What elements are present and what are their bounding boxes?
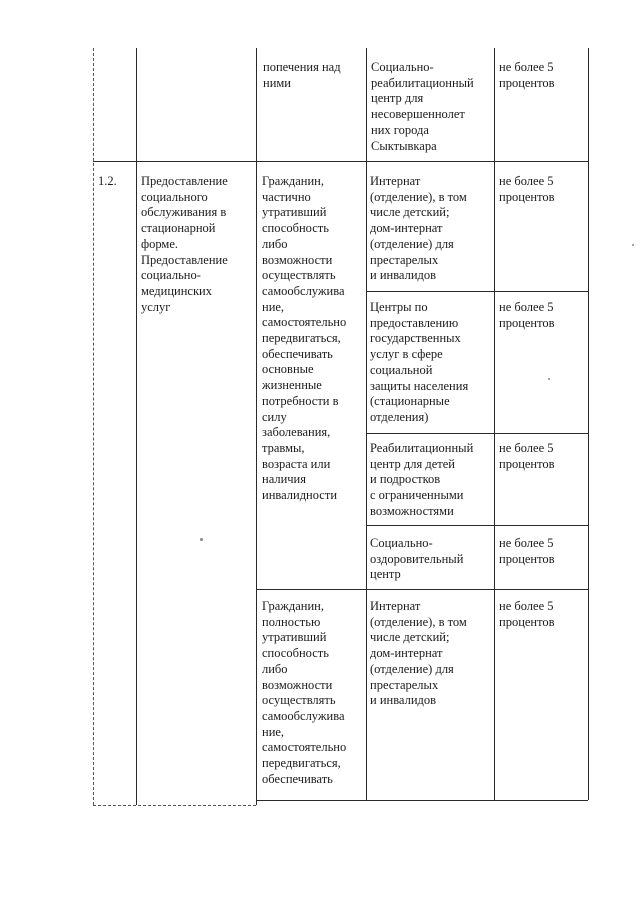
row-number: 1.2. <box>98 174 117 188</box>
continuation-limit-cell: не более 5 процентов <box>499 60 555 90</box>
limit-cell: не более 5 процентов <box>499 174 555 204</box>
institution-cell: Интернат (отделение), в том числе детский; дом-интернат (отделение) для престарелых и инвалидов <box>370 174 467 283</box>
limit-cell: не более 5 процентов <box>499 536 555 566</box>
institution-cell: Социально- оздоровительный центр <box>370 536 464 582</box>
scan-speck <box>200 538 203 541</box>
recipient-group-partial-cell: Гражданин, частично утративший способность либо возможности осуществлять самообслужива ние, самостоятельно передвигаться, обеспечивать основные жизненные потребности в силу заболевания, травмы, возраста или наличия инвалидности <box>262 174 347 503</box>
institution-cell: Центры по предоставлению государственных услуг в сфере социальной защиты населения (стационарные отделения) <box>370 300 469 424</box>
limit-cell: не более 5 процентов <box>499 599 555 629</box>
institution-cell: Реабилитационный центр для детей и подростков с ограниченными возможностями <box>370 441 474 518</box>
limit-cell: не более 5 процентов <box>499 300 555 330</box>
service-title-cell: Предоставление социального обслуживания в стационарной форме. Предоставление социально- медицинских услуг <box>141 174 228 314</box>
scan-speck <box>548 378 550 380</box>
continuation-institution-cell: Социально- реабилитационный центр для несовершеннолет них города Сыктывкара <box>371 60 474 153</box>
institution-cell: Интернат (отделение), в том числе детский; дом-интернат (отделение) для престарелых и инвалидов <box>370 599 467 708</box>
limit-cell: не более 5 процентов <box>499 441 555 471</box>
scan-speck <box>632 244 634 246</box>
recipient-group-full-cell: Гражданин, полностью утративший способность либо возможности осуществлять самообслужива ние, самостоятельно передвигаться, обеспечивать <box>262 599 347 786</box>
continuation-recipients-cell: попечения над ними <box>263 60 341 90</box>
